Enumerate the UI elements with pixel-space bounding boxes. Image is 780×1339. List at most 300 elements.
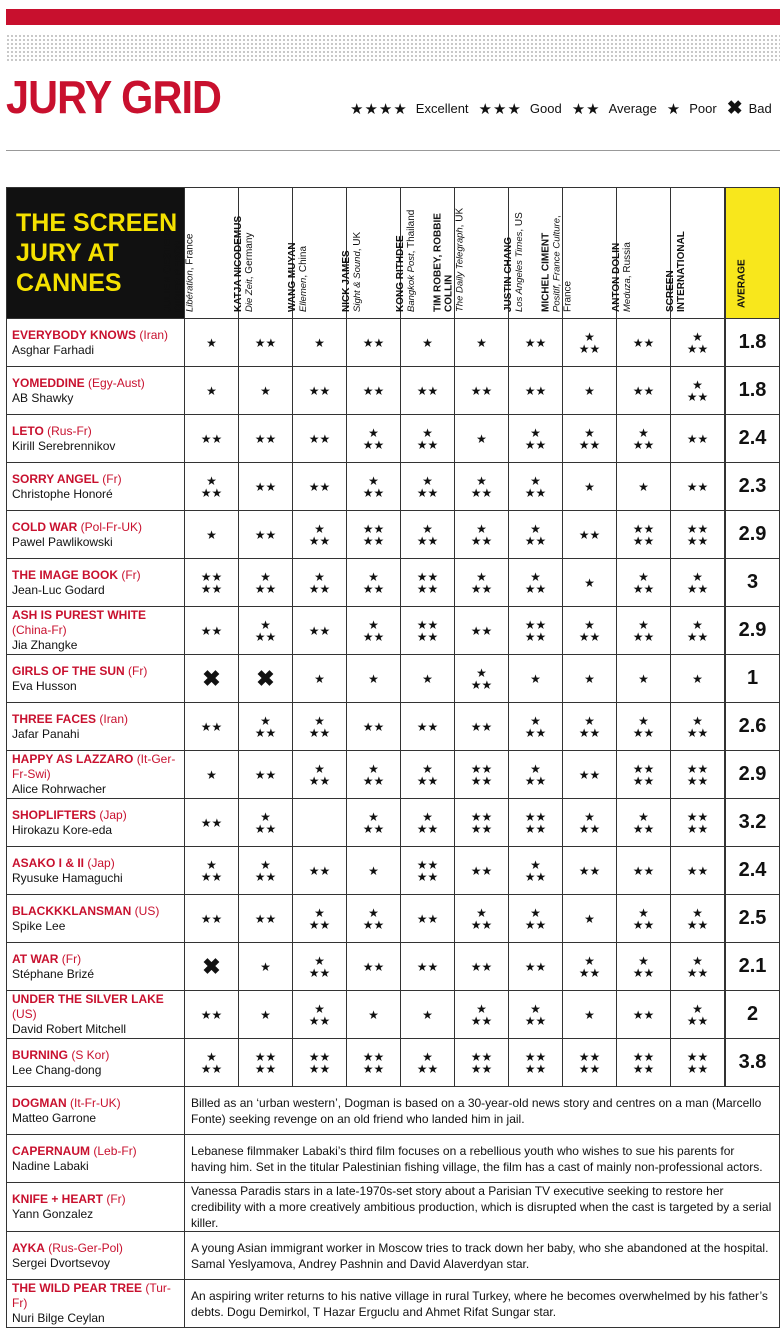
average-score: 2.4 — [725, 415, 780, 463]
star-icon: ★★ — [686, 479, 709, 494]
star-icon: ★ — [476, 431, 487, 446]
score-cell — [455, 943, 509, 991]
score-cell — [563, 415, 617, 463]
star-icon: ★ — [530, 521, 541, 536]
star-icon: ★ — [314, 761, 325, 776]
score-cell — [185, 559, 239, 607]
juror-label — [665, 194, 687, 312]
score-cell — [293, 895, 347, 943]
juror-outlet: Sight & Sound — [351, 251, 363, 312]
star-icon: ★★ — [362, 335, 385, 350]
film-row — [7, 895, 780, 943]
film-country: (It-Fr-UK) — [70, 1095, 121, 1110]
star-icon: ★ — [368, 569, 379, 584]
juror-country: , UK — [454, 207, 465, 228]
juror-outlet: Positif, France Culture — [551, 218, 562, 312]
star-icon: ★★ — [524, 725, 547, 740]
film-title: BLACKKKLANSMAN — [12, 903, 132, 918]
star-icon: ★ — [476, 665, 487, 680]
film-country: (Egy-Aust) — [88, 375, 145, 390]
film-row — [7, 559, 780, 607]
star-icon: ★ — [638, 905, 649, 920]
average-score: 1.8 — [725, 319, 780, 367]
score-cell — [185, 847, 239, 895]
score-cell — [509, 319, 563, 367]
star-icon: ★★ — [524, 917, 547, 932]
star-icon: ★★ — [470, 623, 493, 638]
score-cell — [401, 895, 455, 943]
star-icon: ★ — [314, 713, 325, 728]
score-cell — [239, 607, 293, 655]
star-icon: ★ — [260, 1007, 271, 1022]
star-icon: ★★ — [200, 431, 223, 446]
score-cell — [185, 943, 239, 991]
film-country: (Leb-Fr) — [93, 1143, 137, 1158]
synopsis-row — [7, 1087, 780, 1135]
score-cell — [185, 991, 239, 1039]
score-cell — [401, 415, 455, 463]
score-cell — [185, 367, 239, 415]
star-icon: ★★ — [686, 581, 709, 596]
star-icon: ★★ — [470, 719, 493, 734]
legend-item — [727, 97, 772, 120]
score-cell — [293, 463, 347, 511]
star-icon: ★★ — [632, 437, 655, 452]
star-icon: ★ — [530, 425, 541, 440]
star-icon: ★★ — [578, 527, 601, 542]
star-icon: ★ — [584, 383, 595, 398]
juror-country: , France — [184, 233, 195, 271]
film-cell — [7, 1087, 185, 1135]
star-icon: ★ — [206, 527, 217, 542]
film-title: BURNING — [12, 1047, 68, 1062]
star-icon: ★★ — [254, 629, 277, 644]
score-cell — [671, 943, 726, 991]
star-icon: ★ — [692, 953, 703, 968]
star-icon: ★ — [260, 959, 271, 974]
star-icon: ★★ — [308, 581, 331, 596]
star-icon: ★ — [692, 671, 703, 686]
star-icon: ★★ — [362, 581, 385, 596]
cross-icon: ✖ — [202, 665, 221, 691]
star-icon: ★ — [638, 479, 649, 494]
score-cell — [455, 559, 509, 607]
film-row — [7, 943, 780, 991]
star-icon: ★ — [422, 1007, 433, 1022]
average-score: 2 — [725, 991, 780, 1039]
score-cell — [293, 319, 347, 367]
star-icon: ★ — [314, 569, 325, 584]
star-icon: ★★ — [308, 863, 331, 878]
star-icon: ★★ — [524, 809, 547, 824]
star-icon: ★ — [530, 671, 541, 686]
average-score: 2.4 — [725, 847, 780, 895]
score-cell — [617, 607, 671, 655]
juror-country: , Germany — [243, 232, 255, 280]
star-icon: ★ — [638, 569, 649, 584]
juror-name: ANTON DOLIN — [610, 242, 622, 312]
star-icon: ★★ — [200, 869, 223, 884]
score-cell — [617, 847, 671, 895]
star-icon: ★★ — [362, 1061, 385, 1076]
juror-outlet: The Daily Telegraph — [454, 227, 465, 312]
score-cell — [563, 703, 617, 751]
star-icon: ★★ — [416, 437, 439, 452]
star-icon: ★★ — [308, 1013, 331, 1028]
score-cell — [563, 991, 617, 1039]
average-score: 2.9 — [725, 511, 780, 559]
star-icon: ★★ — [362, 485, 385, 500]
film-row — [7, 607, 780, 655]
star-icon: ★ — [206, 767, 217, 782]
star-icon: ★ — [476, 905, 487, 920]
score-cell — [347, 511, 401, 559]
film-row — [7, 751, 780, 799]
star-icon: ★★ — [578, 821, 601, 836]
score-cell — [185, 319, 239, 367]
star-icon: ★★ — [632, 335, 655, 350]
film-director: Kirill Serebrennikov — [12, 438, 116, 453]
star-icon: ★ — [638, 953, 649, 968]
film-country: (Fr) — [121, 567, 141, 582]
average-score: 2.9 — [725, 607, 780, 655]
score-cell — [239, 319, 293, 367]
film-director: Christophe Honoré — [12, 486, 113, 501]
star-icon: ★ — [584, 479, 595, 494]
star-icon: ★★ — [632, 965, 655, 980]
film-title: SORRY ANGEL — [12, 471, 99, 486]
star-icon: ★★ — [362, 917, 385, 932]
star-icon: ★★ — [578, 863, 601, 878]
score-cell — [509, 463, 563, 511]
score-cell — [671, 703, 726, 751]
star-icon: ★ — [368, 671, 379, 686]
film-director: Jean-Luc Godard — [12, 582, 105, 597]
star-icon: ★★ — [686, 533, 709, 548]
juror-outlet: Libération — [184, 270, 195, 312]
star-icon: ★★ — [578, 341, 601, 356]
star-icon: ★★ — [362, 533, 385, 548]
star-icon: ★ — [584, 1007, 595, 1022]
star-rating-icon: ★★★★ — [350, 100, 408, 118]
score-cell — [293, 703, 347, 751]
juror-outlet: Die Zeit — [243, 279, 255, 312]
score-cell — [347, 991, 401, 1039]
star-icon: ★★ — [524, 869, 547, 884]
legend-label: Good — [529, 101, 562, 116]
score-cell — [671, 895, 726, 943]
film-director: Alice Rohrwacher — [12, 782, 107, 796]
score-cell — [401, 847, 455, 895]
film-cell — [7, 655, 185, 703]
score-cell — [239, 415, 293, 463]
star-icon: ★ — [314, 905, 325, 920]
star-icon: ★★ — [200, 815, 223, 830]
star-icon: ★ — [476, 569, 487, 584]
star-icon: ★★ — [416, 1061, 439, 1076]
film-row — [7, 367, 780, 415]
star-icon: ★★ — [308, 431, 331, 446]
score-cell — [239, 511, 293, 559]
star-icon: ★ — [368, 761, 379, 776]
star-icon: ★★ — [632, 1007, 655, 1022]
film-row — [7, 703, 780, 751]
score-cell — [509, 943, 563, 991]
score-cell — [239, 895, 293, 943]
score-cell — [401, 367, 455, 415]
star-icon: ★★ — [416, 629, 439, 644]
score-cell — [563, 367, 617, 415]
star-icon: ★★ — [686, 863, 709, 878]
score-cell — [293, 607, 347, 655]
star-icon: ★★ — [632, 863, 655, 878]
star-icon: ★ — [368, 617, 379, 632]
star-icon: ★★ — [308, 1061, 331, 1076]
score-cell — [185, 655, 239, 703]
juror-label — [162, 194, 195, 312]
film-director: Spike Lee — [12, 918, 66, 933]
score-cell — [509, 367, 563, 415]
star-icon: ★★ — [524, 581, 547, 596]
juror-name: TIM ROBEY, ROBBIE COLLIN — [432, 213, 454, 312]
star-icon: ★★ — [362, 629, 385, 644]
star-icon: ★★ — [362, 1049, 385, 1064]
score-cell — [347, 463, 401, 511]
juror-label — [540, 194, 573, 312]
score-cell — [293, 415, 347, 463]
star-icon: ★★ — [686, 1061, 709, 1076]
film-row — [7, 463, 780, 511]
star-icon: ★ — [584, 953, 595, 968]
film-title: ASH IS PUREST WHITE — [12, 608, 147, 622]
score-cell — [509, 847, 563, 895]
film-row — [7, 511, 780, 559]
star-icon: ★★ — [470, 761, 493, 776]
star-icon: ★ — [368, 905, 379, 920]
cross-icon: ✖ — [256, 665, 275, 691]
star-icon: ★ — [584, 809, 595, 824]
score-cell — [401, 463, 455, 511]
star-icon: ★★ — [686, 821, 709, 836]
star-icon: ★★ — [524, 1049, 547, 1064]
score-cell — [563, 847, 617, 895]
film-director: Jafar Panahi — [12, 726, 80, 741]
star-icon: ★★ — [632, 821, 655, 836]
average-score: 2.1 — [725, 943, 780, 991]
score-cell — [671, 367, 726, 415]
film-title: THE IMAGE BOOK — [12, 567, 119, 582]
film-country: (Iran) — [99, 711, 129, 726]
average-score: 1.8 — [725, 367, 780, 415]
grid-heading-line: JURY AT — [16, 239, 119, 267]
star-icon: ★ — [584, 671, 595, 686]
star-icon: ★ — [584, 617, 595, 632]
star-icon: ★★ — [578, 965, 601, 980]
star-icon: ★★ — [362, 773, 385, 788]
juror-name: JUSTIN CHANG — [502, 236, 514, 312]
score-cell — [239, 751, 293, 799]
film-country: (Fr) — [106, 1192, 126, 1206]
score-cell — [239, 559, 293, 607]
film-row — [7, 415, 780, 463]
star-icon: ★★ — [200, 911, 223, 926]
star-rating-icon: ★★ — [571, 100, 601, 118]
film-director: Ryusuke Hamaguchi — [12, 870, 123, 885]
juror-outlet: Los Angeles Times — [513, 231, 525, 312]
star-icon: ★★ — [308, 479, 331, 494]
synopsis-text: A young Asian immigrant worker in Moscow tries to track down her baby, who she abandoned at the hospital. Samal Yeslyamova, Andrey Pashnin and David Alaverdyan star. — [185, 1232, 780, 1280]
star-icon: ★ — [422, 809, 433, 824]
star-icon: ★★ — [524, 821, 547, 836]
star-icon: ★★ — [632, 1049, 655, 1064]
film-country: (Rus-Ger-Pol) — [48, 1240, 123, 1255]
juror-name: SCREEN INTERNATIONAL — [664, 231, 687, 312]
star-icon: ★★ — [362, 383, 385, 398]
star-icon: ★★ — [470, 863, 493, 878]
score-cell — [509, 511, 563, 559]
score-cell — [455, 751, 509, 799]
synopsis-row — [7, 1232, 780, 1280]
score-cell — [401, 703, 455, 751]
star-icon: ★★ — [524, 617, 547, 632]
star-icon: ★★ — [362, 959, 385, 974]
score-cell — [455, 367, 509, 415]
score-cell — [563, 607, 617, 655]
score-cell — [293, 1039, 347, 1087]
juror-name: WANG MUYAN — [286, 242, 298, 312]
star-icon: ★★ — [686, 917, 709, 932]
film-title: UNDER THE SILVER LAKE — [12, 992, 164, 1006]
film-cell — [7, 799, 185, 847]
score-cell — [293, 655, 347, 703]
star-icon: ★★ — [308, 773, 331, 788]
star-icon: ★ — [422, 473, 433, 488]
film-cell — [7, 367, 185, 415]
score-cell — [617, 703, 671, 751]
score-cell — [455, 655, 509, 703]
legend-item — [572, 100, 657, 118]
star-icon: ★★ — [416, 857, 439, 872]
star-icon: ★★ — [254, 1061, 277, 1076]
score-cell — [617, 1039, 671, 1087]
juror-label — [341, 194, 363, 312]
average-score: 2.5 — [725, 895, 780, 943]
score-cell — [239, 943, 293, 991]
score-cell — [185, 463, 239, 511]
juror-label — [395, 194, 417, 312]
star-icon: ★★ — [632, 761, 655, 776]
star-icon: ★★ — [200, 719, 223, 734]
star-icon: ★ — [692, 713, 703, 728]
score-cell — [617, 559, 671, 607]
average-score: 2.9 — [725, 751, 780, 799]
score-cell — [401, 751, 455, 799]
star-icon: ★ — [368, 863, 379, 878]
score-cell — [239, 847, 293, 895]
star-icon: ★ — [422, 671, 433, 686]
score-cell — [455, 703, 509, 751]
star-icon: ★ — [692, 905, 703, 920]
score-cell — [401, 655, 455, 703]
average-header — [725, 188, 780, 319]
star-icon: ★ — [260, 857, 271, 872]
score-cell — [617, 511, 671, 559]
star-icon: ★★ — [416, 911, 439, 926]
score-cell — [347, 319, 401, 367]
score-cell — [617, 751, 671, 799]
film-title: KNIFE + HEART — [12, 1192, 104, 1206]
score-cell — [293, 991, 347, 1039]
juror-outlet: Ellemen — [297, 277, 309, 312]
score-cell — [185, 799, 239, 847]
star-icon: ★ — [584, 911, 595, 926]
jury-grid-table — [6, 187, 780, 1328]
film-director: AB Shawky — [12, 390, 74, 405]
star-icon: ★ — [638, 617, 649, 632]
synopsis-text: Vanessa Paradis stars in a late-1970s-set story about a Parisian TV executive seeking to restore her credibility with a more creatively ambitious production, which is disrupted when the cast is targeted by a serial killer. — [185, 1183, 780, 1232]
star-icon: ★ — [422, 335, 433, 350]
star-icon: ★★ — [632, 773, 655, 788]
star-icon: ★★ — [254, 911, 277, 926]
star-icon: ★ — [584, 713, 595, 728]
juror-header — [340, 188, 401, 319]
star-icon: ★ — [530, 857, 541, 872]
page-title: JURY GRID — [6, 71, 222, 123]
film-title: ASAKO I & II — [12, 855, 85, 870]
star-icon: ★★ — [524, 485, 547, 500]
star-icon: ★★ — [254, 725, 277, 740]
star-icon: ★★ — [200, 1007, 223, 1022]
star-icon: ★ — [692, 1001, 703, 1016]
juror-name: KONG RITHDEE — [394, 235, 406, 312]
star-icon: ★★ — [254, 527, 277, 542]
star-icon: ★★ — [686, 773, 709, 788]
star-icon: ★★ — [416, 719, 439, 734]
star-icon: ★ — [314, 953, 325, 968]
star-icon: ★★ — [686, 725, 709, 740]
star-icon: ★ — [584, 425, 595, 440]
juror-label — [432, 194, 465, 312]
star-icon: ★ — [530, 713, 541, 728]
score-cell — [671, 607, 726, 655]
film-title: EVERYBODY KNOWS — [12, 327, 137, 342]
star-icon: ★★ — [416, 485, 439, 500]
score-cell — [563, 1039, 617, 1087]
score-cell — [185, 511, 239, 559]
film-title: YOMEDDINE — [12, 375, 85, 390]
dotted-band — [6, 34, 780, 62]
film-country: (It-Ger-Fr-Swi) — [12, 752, 176, 781]
score-cell — [671, 559, 726, 607]
legend-item — [479, 100, 562, 118]
juror-header — [664, 188, 726, 319]
star-icon: ★ — [692, 329, 703, 344]
film-cell — [7, 463, 185, 511]
score-cell — [563, 895, 617, 943]
score-cell — [401, 943, 455, 991]
star-rating-icon: ★★★ — [478, 100, 522, 118]
film-row — [7, 991, 780, 1039]
score-cell — [185, 607, 239, 655]
star-icon: ★ — [368, 473, 379, 488]
score-cell — [563, 655, 617, 703]
juror-name: MICHEL CIMENT — [540, 232, 551, 312]
score-cell — [293, 367, 347, 415]
score-cell — [509, 607, 563, 655]
star-icon: ★ — [692, 569, 703, 584]
score-cell — [671, 991, 726, 1039]
juror-header — [286, 188, 347, 319]
